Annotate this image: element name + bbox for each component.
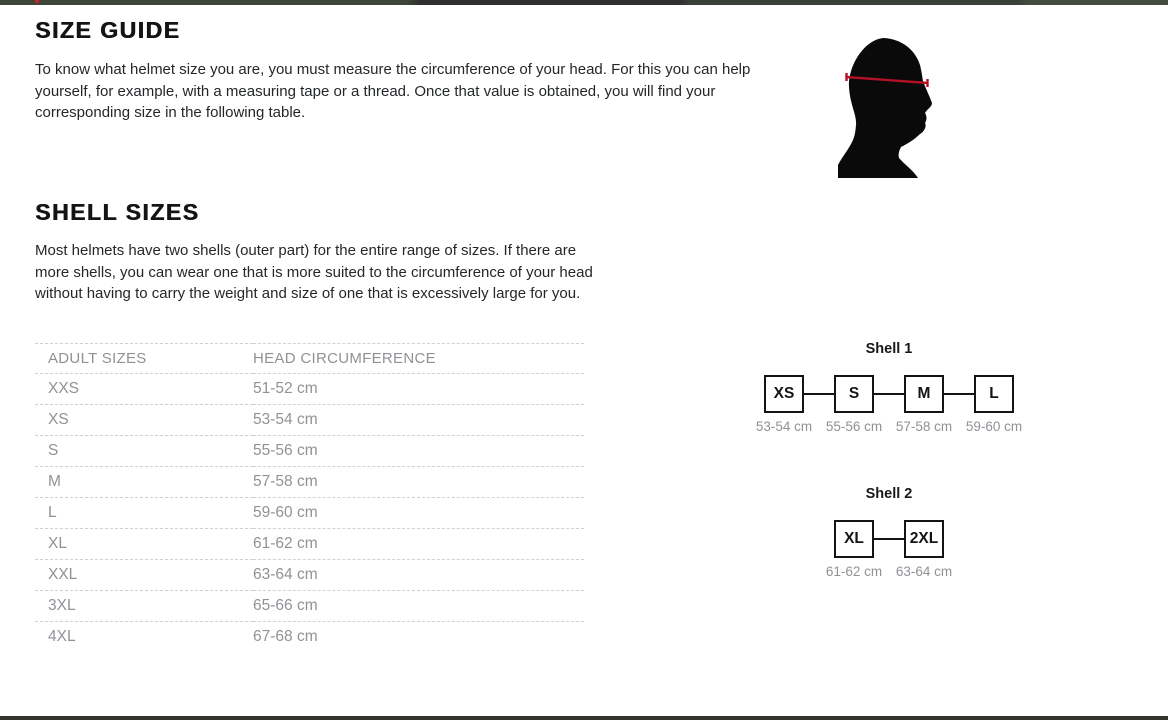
size-cell: 4XL xyxy=(48,628,76,646)
circumference-cell: 59-60 cm xyxy=(253,498,584,529)
column-header-head-circumference: HEAD CIRCUMFERENCE xyxy=(253,344,584,374)
size-guide-heading: SIZE GUIDE xyxy=(35,17,181,43)
shell-sizes-intro-text: Most helmets have two shells (outer part) for the entire range of sizes. If there are more shells, you can wear one that is more suited to the circumference of your head without having to carry the weight and size of one that is excessively large for you. xyxy=(35,242,593,302)
shell-2-size-2xl xyxy=(889,520,959,579)
size-guide-intro-text: To know what helmet size you are, you must measure the circumference of your head. For this you can help yourself, for example, with a measuring tape or a thread. Once that value is obtained, you will find your corresponding size in the following table. xyxy=(35,61,751,121)
size-range-label: 61-62 cm xyxy=(825,564,883,579)
shell-1-title: Shell 1 xyxy=(865,341,913,357)
size-cell: XXL xyxy=(35,560,253,591)
table-row xyxy=(35,560,584,591)
shell-1-size-s xyxy=(819,375,889,434)
table-row xyxy=(35,498,584,529)
head-silhouette xyxy=(838,38,932,178)
table-row xyxy=(35,405,584,436)
table-row xyxy=(35,622,584,653)
circumference-cell: 63-64 cm xyxy=(253,560,584,591)
size-cell: XL xyxy=(35,529,253,560)
table-row xyxy=(35,467,584,498)
shell-1-size-m xyxy=(889,375,959,434)
shell-1-diagram xyxy=(749,341,1029,434)
shell-sizes-heading: SHELL SIZES xyxy=(35,199,200,225)
shell-2-title: Shell 2 xyxy=(865,486,913,502)
head-profile-silhouette-icon xyxy=(835,37,935,180)
circumference-cell: 61-62 cm xyxy=(253,529,584,560)
shell-2-size-xl xyxy=(819,520,889,579)
size-cell: 3XL xyxy=(35,591,253,622)
shell-2-diagram xyxy=(819,486,959,579)
circumference-cell: 57-58 cm xyxy=(253,467,584,498)
size-cell: L xyxy=(35,498,253,529)
size-cell: S xyxy=(35,436,253,467)
window-bottom-edge xyxy=(0,716,1168,720)
size-range-label: 57-58 cm xyxy=(895,419,953,434)
size-box: XS xyxy=(764,375,804,413)
size-cell: XS xyxy=(35,405,253,436)
size-box: 2XL xyxy=(904,520,944,558)
table-row xyxy=(35,529,584,560)
size-box: XL xyxy=(834,520,874,558)
size-range-label: 53-54 cm xyxy=(755,419,813,434)
size-range-label: 63-64 cm xyxy=(895,564,953,579)
size-box: L xyxy=(974,375,1014,413)
table-header-row xyxy=(35,344,584,374)
size-cell: M xyxy=(35,467,253,498)
circumference-cell: 51-52 cm xyxy=(253,374,584,405)
circumference-cell: 67-68 cm xyxy=(253,628,318,646)
window-top-edge xyxy=(0,0,1168,5)
table-row xyxy=(35,591,584,622)
circumference-cell: 65-66 cm xyxy=(253,591,584,622)
size-cell: XXS xyxy=(35,374,253,405)
size-box: M xyxy=(904,375,944,413)
shell-1-size-xs xyxy=(749,375,819,434)
table-row xyxy=(35,436,584,467)
shell-1-size-l xyxy=(959,375,1029,434)
adult-sizes-table xyxy=(35,343,584,653)
table-row xyxy=(35,374,584,405)
circumference-cell: 55-56 cm xyxy=(253,436,584,467)
circumference-cell: 53-54 cm xyxy=(253,405,584,436)
column-header-adult-sizes: ADULT SIZES xyxy=(35,344,253,374)
size-range-label: 55-56 cm xyxy=(825,419,883,434)
topbar-red-dot xyxy=(35,0,39,3)
size-box: S xyxy=(834,375,874,413)
size-range-label: 59-60 cm xyxy=(965,419,1023,434)
